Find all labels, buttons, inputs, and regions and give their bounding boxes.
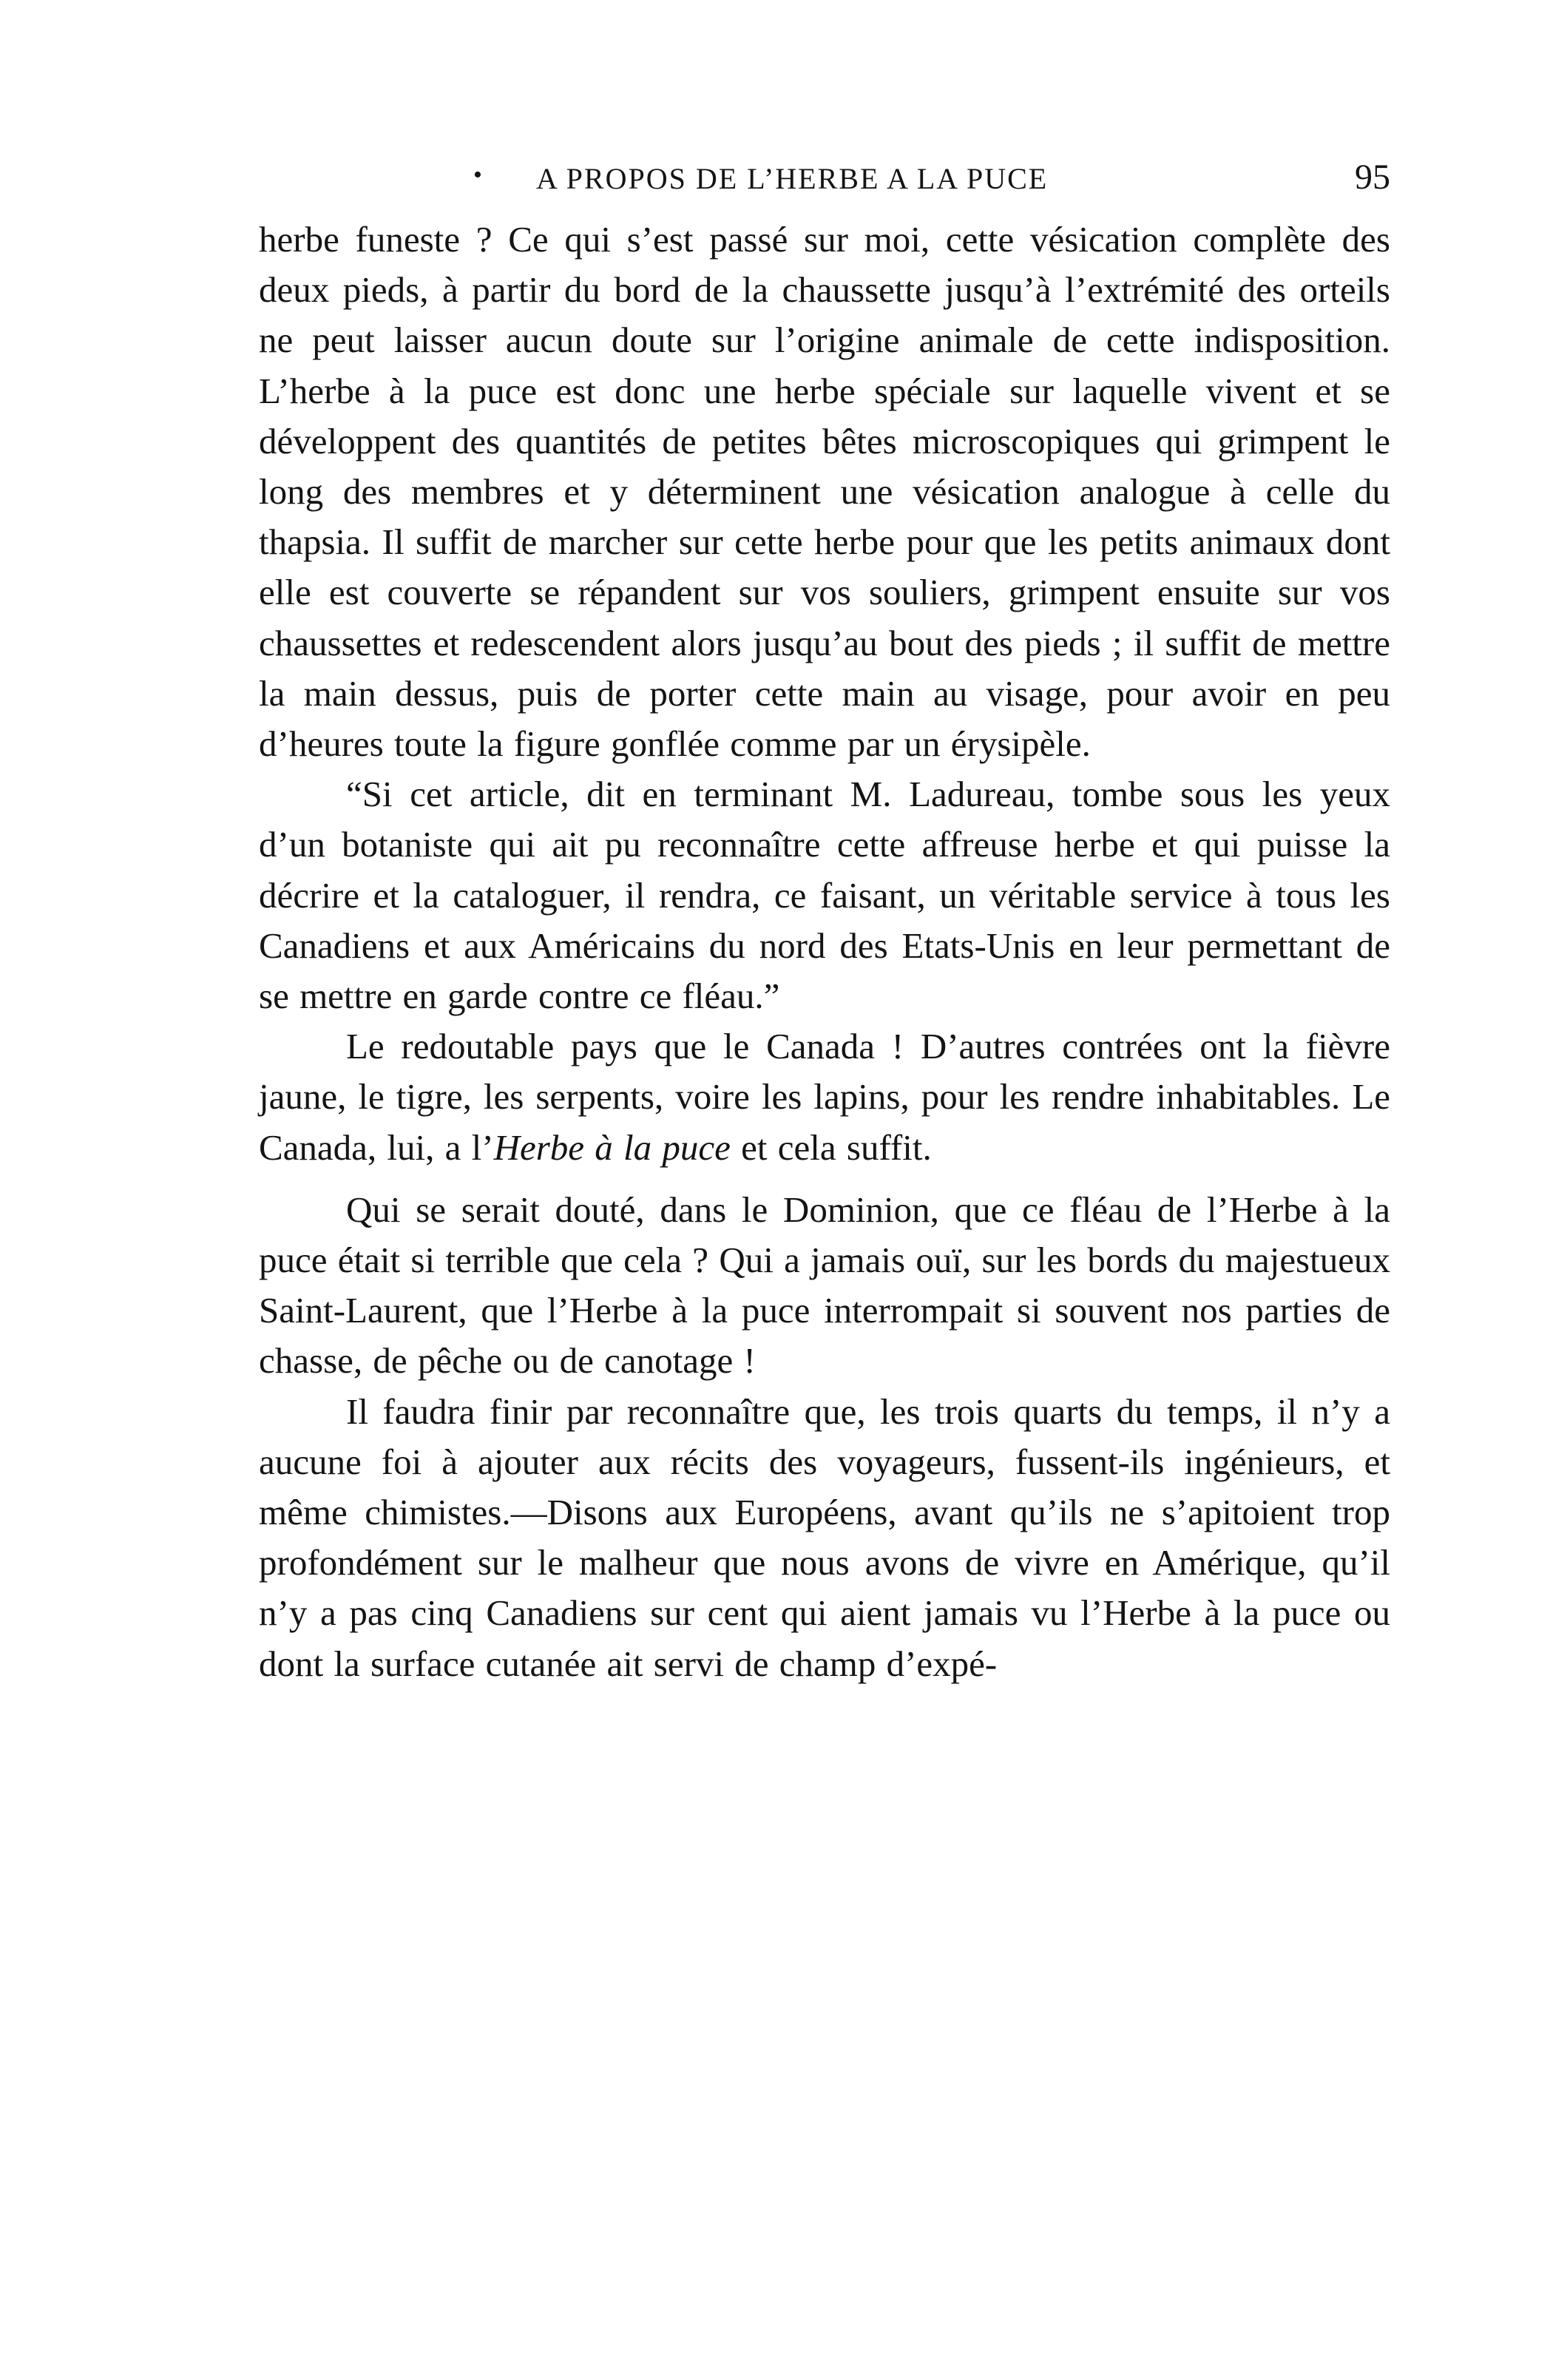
running-header [259, 148, 1390, 214]
book-page [259, 148, 1390, 1689]
body-text [259, 214, 1390, 1689]
paragraph-2: “Si cet article, dit en terminant M. Ladureau, tombe sous les yeux d’un botaniste qui ait pu reconnaître cette affreuse herbe et qui puisse la décrire et la cataloguer, il rendra, ce faisant, un véritable service à tous les Canadiens et aux Américains du nord des Etats-Unis en leur permettant de se mettre en garde contre ce fléau.” [259, 774, 1390, 1017]
header-ornament: • [473, 161, 484, 189]
page-number: 95 [1355, 158, 1390, 197]
paragraph-3-text-after: et cela suffit. [730, 1126, 932, 1168]
paragraph-3-italic: Herbe à la puce [493, 1126, 731, 1168]
paragraph-1: herbe funeste ? Ce qui s’est passé sur moi, cette vésication complète des deux pieds, à partir du bord de la chaussette jusqu’à l’extrémité des orteils ne peut laisser aucun doute sur l’origine animale de cette indisposition. L’herbe à la puce est donc une herbe spéciale sur laquelle vivent et se développent des quantités de petites bêtes microscopiques qui grimpent le long des membres et y déterminent une vésication analogue à celle du thapsia. Il suffit de marcher sur cette herbe pour que les petits animaux dont elle est couverte se répandent sur vos souliers, grimpent ensuite sur vos chaussettes et redescendent alors jusqu’au bout des pieds ; il suffit de mettre la main dessus, puis de porter cette main au visage, pour avoir en peu d’heures toute la figure gonflée comme par un érysipèle. [259, 219, 1390, 765]
paragraph-4: Qui se serait douté, dans le Dominion, que ce fléau de l’Herbe à la puce était si terrible que cela ? Qui a jamais ouï, sur les bords du majestueux Saint-Laurent, que l’Herbe à la puce interrompait si souvent nos parties de chasse, de pêche ou de canotage ! [259, 1189, 1390, 1382]
paragraph-3 [259, 1021, 1390, 1173]
running-title: A PROPOS DE L’HERBE A LA PUCE [536, 162, 1049, 195]
paragraph-3-text-before: Le redoutable pays que le Canada ! D’autres contrées ont la fièvre jaune, le tigre, les serpents, voire les lapins, pour les rendre inhabitables. Le Canada, lui, a l’ [259, 1026, 1390, 1168]
paragraph-5: Il faudra finir par reconnaître que, les trois quarts du temps, il n’y a aucune foi à ajouter aux récits des voyageurs, fussent-ils ingénieurs, et même chimistes.—Disons aux Européens, avant qu’ils ne s’apitoient trop profondément sur le malheur que nous avons de vivre en Amérique, qu’il n’y a pas cinq Canadiens sur cent qui aient jamais vu l’Herbe à la puce ou dont la surface cutanée ait servi de champ d’expé- [259, 1390, 1390, 1684]
